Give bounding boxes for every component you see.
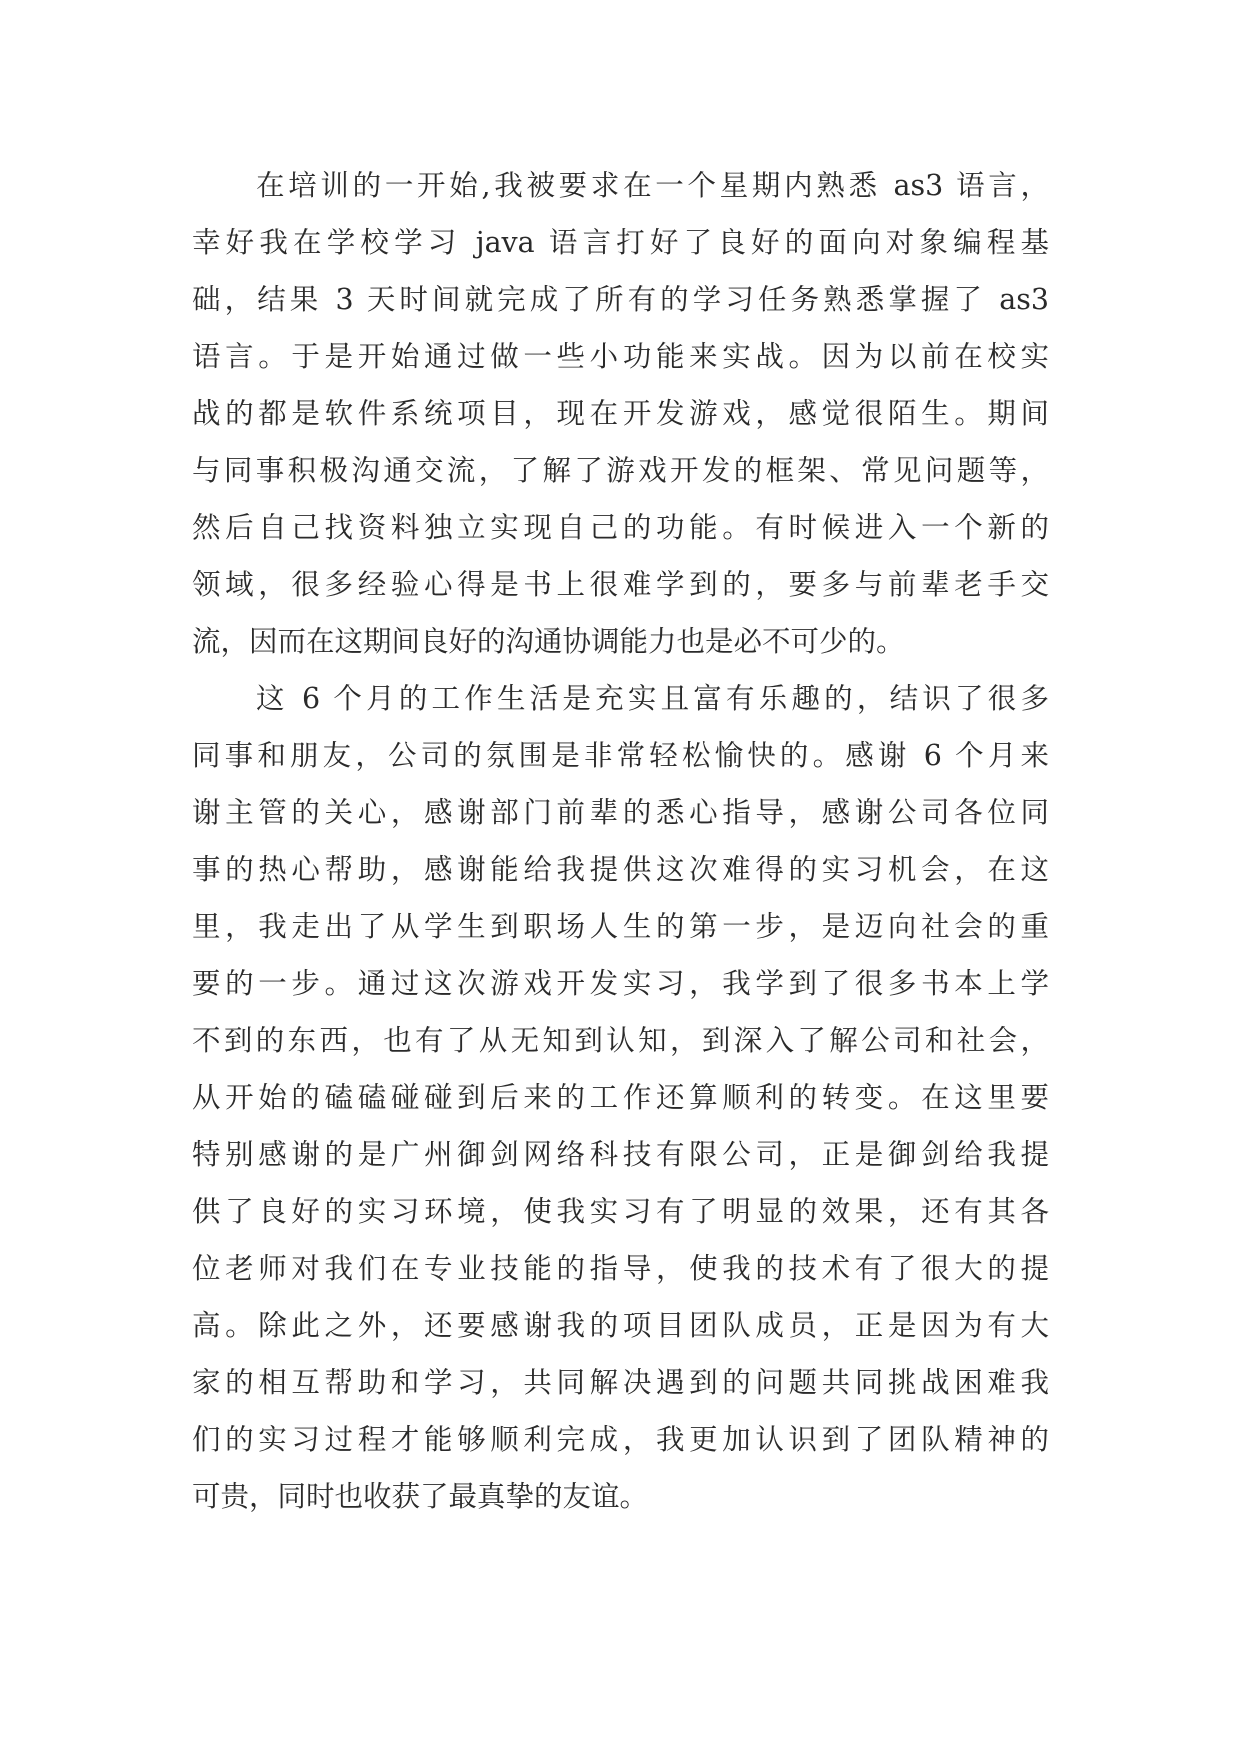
text-line: 战的都是软件系统项目，现在开发游戏，感觉很陌生。期间 bbox=[192, 397, 1049, 430]
text-line: 在培训的一开始,我被要求在一个星期内熟悉 as3 语言， bbox=[256, 169, 1049, 202]
text-line: 事的热心帮助，感谢能给我提供这次难得的实习机会，在这 bbox=[192, 853, 1049, 886]
text-line: 谢主管的关心，感谢部门前辈的悉心指导，感谢公司各位同 bbox=[192, 796, 1049, 829]
text-line: 们的实习过程才能够顺利完成，我更加认识到了团队精神的 bbox=[192, 1423, 1049, 1456]
text-line: 高。除此之外，还要感谢我的项目团队成员，正是因为有大 bbox=[192, 1309, 1049, 1342]
text-line: 与同事积极沟通交流，了解了游戏开发的框架、常见问题等， bbox=[192, 454, 1049, 487]
text-line: 领域，很多经验心得是书上很难学到的，要多与前辈老手交 bbox=[192, 568, 1049, 601]
text-line: 流，因而在这期间良好的沟通协调能力也是必不可少的。 bbox=[192, 625, 905, 658]
text-line: 可贵，同时也收获了最真挚的友谊。 bbox=[192, 1480, 649, 1513]
text-line: 然后自己找资料独立实现自己的功能。有时候进入一个新的 bbox=[192, 511, 1049, 544]
text-line: 础，结果 3 天时间就完成了所有的学习任务熟悉掌握了 as3 bbox=[192, 283, 1049, 316]
text-line: 要的一步。通过这次游戏开发实习，我学到了很多书本上学 bbox=[192, 967, 1049, 1000]
text-line: 同事和朋友，公司的氛围是非常轻松愉快的。感谢 6 个月来 bbox=[192, 739, 1049, 772]
paragraph-gratitude bbox=[192, 670, 1049, 1525]
paragraph-training bbox=[192, 157, 1049, 670]
text-line: 里，我走出了从学生到职场人生的第一步，是迈向社会的重 bbox=[192, 910, 1049, 943]
text-line: 家的相互帮助和学习，共同解决遇到的问题共同挑战困难我 bbox=[192, 1366, 1049, 1399]
text-line: 不到的东西，也有了从无知到认知，到深入了解公司和社会， bbox=[192, 1024, 1049, 1057]
text-line: 特别感谢的是广州御剑网络科技有限公司，正是御剑给我提 bbox=[192, 1138, 1049, 1171]
document-body bbox=[192, 157, 1049, 1525]
text-line: 语言。于是开始通过做一些小功能来实战。因为以前在校实 bbox=[192, 340, 1049, 373]
text-line: 位老师对我们在专业技能的指导，使我的技术有了很大的提 bbox=[192, 1252, 1049, 1285]
text-line: 从开始的磕磕碰碰到后来的工作还算顺利的转变。在这里要 bbox=[192, 1081, 1049, 1114]
text-line: 这 6 个月的工作生活是充实且富有乐趣的，结识了很多 bbox=[256, 682, 1049, 715]
text-line: 供了良好的实习环境，使我实习有了明显的效果，还有其各 bbox=[192, 1195, 1049, 1228]
text-line: 幸好我在学校学习 java 语言打好了良好的面向对象编程基 bbox=[192, 226, 1049, 259]
